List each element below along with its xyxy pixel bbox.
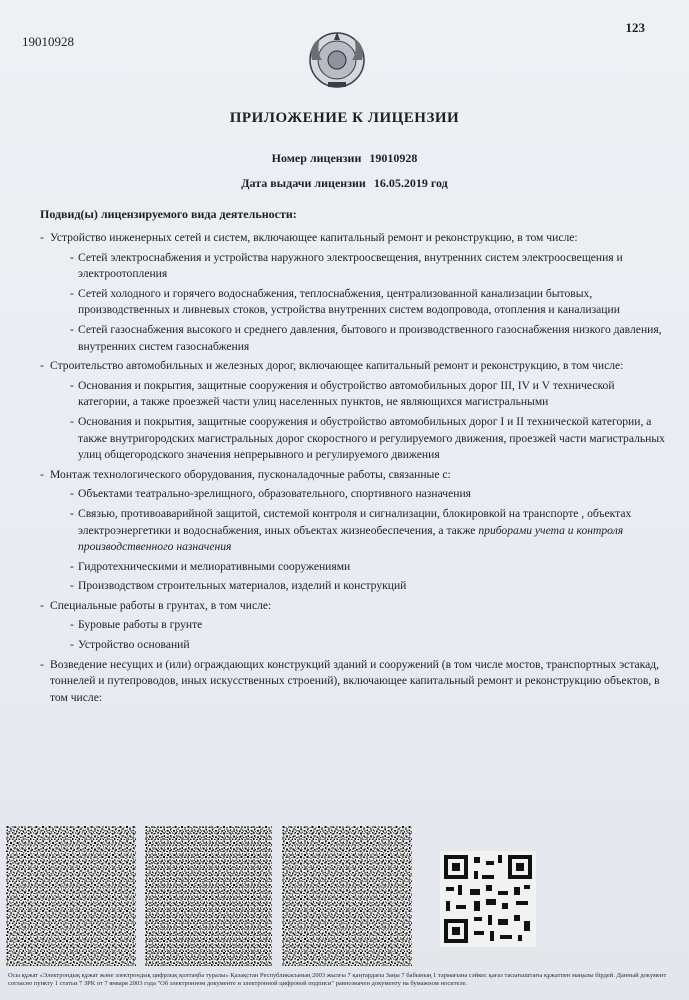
page-number: 123 bbox=[625, 20, 645, 35]
license-date bbox=[0, 176, 689, 191]
list-item: - Сетей холодного и горячего водоснабжения, теплоснабжения, централизованной канализации бытовых, производственных и ливневых стоков, устройства внутренних систем водопровода, отопления и канализации bbox=[40, 286, 665, 319]
list-item: - Производством строительных материалов, изделий и конструкций bbox=[40, 578, 665, 595]
list-group: - Возведение несущих и (или) ограждающих конструкций зданий и сооружений (в том числе мостов, транспортных эстакад, тоннелей и путепроводов, иных искусственных строений), включающее капитальный ремонт и реконструкцию объектов, в том числе: bbox=[40, 657, 665, 707]
section-heading: Подвид(ы) лицензируемого вида деятельности: bbox=[40, 207, 297, 221]
license-number-value: 19010928 bbox=[369, 151, 418, 165]
list-group: - Специальные работы в грунтах, в том числе: bbox=[40, 598, 665, 615]
license-number-label: Номер лицензии bbox=[271, 151, 362, 165]
list-item: - Буровые работы в грунте bbox=[40, 617, 665, 634]
list-item: - Основания и покрытия, защитные сооружения и обустройство автомобильных дорог I и II технической категории, а также внутригородских магистральных дорог скоростного и регулируемого движения, проезжей части магистральных улиц общегородского значения непрерывного и регулируемого движения bbox=[40, 414, 665, 464]
list-item bbox=[40, 506, 665, 556]
license-date-label: Дата выдачи лицензии bbox=[241, 176, 366, 190]
footer-legal-text: Осы құжат «Электрондық құжат және электрондық цифрлық қолтаңба туралы» Қазақстан Республикасының 2003 жылғы 7 қаңтардағы Заңы 7 бабының 1 тармағына сәйкес қағаз тасығыштағы құжатпен маңызы бірдей. Данный документ согласно пункту 1 статьи 7 ЗРК от 7 января 2003 года "Об электронном документе и электронной цифровой подписи" равнозначен документу на бумажном носителе. bbox=[8, 972, 667, 987]
activity-list bbox=[40, 227, 665, 706]
list-item: - Сетей электроснабжения и устройства наружного электроосвещения, внутренних систем электроосвещения и электроотопления bbox=[40, 250, 665, 283]
license-number bbox=[0, 151, 689, 166]
list-group: - Монтаж технологического оборудования, пусконаладочные работы, связанные с: bbox=[40, 467, 665, 484]
list-item: - Сетей газоснабжения высокого и среднего давления, бытового и производственного газоснабжения низкого давления, внутренних систем газоснабжения bbox=[40, 322, 665, 355]
list-item: - Основания и покрытия, защитные сооружения и обустройство автомобильных дорог III, IV и V технической категории, а также проезжей части улиц населенных пунктов, не являющихся магистральными bbox=[40, 378, 665, 411]
document-number: 19010928 bbox=[22, 34, 74, 49]
license-date-value: 16.05.2019 год bbox=[373, 176, 448, 190]
list-item: - Устройство оснований bbox=[40, 637, 665, 654]
handwritten-note: приборами учета и контроля производственного назначения bbox=[78, 523, 624, 554]
qr-code-icon bbox=[440, 851, 536, 947]
barcode-1-icon bbox=[6, 826, 136, 966]
barcode-2-icon bbox=[145, 826, 272, 966]
list-item: - Объектами театрально-зрелищного, образовательного, спортивного назначения bbox=[40, 486, 665, 503]
list-item-text: Связью, противоаварийной защитой, системой контроля и сигнализации, блокировкой на транспорте , объектах электроэнергетики и водоснабжения, иных объектах жизнеобеспечения, а также bbox=[78, 506, 632, 537]
list-group: - Устройство инженерных сетей и систем, включающее капитальный ремонт и реконструкцию, в том числе: bbox=[40, 230, 665, 247]
list-item: - Гидротехническими и мелиоративными сооружениями bbox=[40, 559, 665, 576]
state-emblem-icon bbox=[304, 26, 370, 92]
list-group: - Строительство автомобильных и железных дорог, включающее капитальный ремонт и реконструкцию, в том числе: bbox=[40, 358, 665, 375]
barcode-3-icon bbox=[282, 826, 412, 966]
page-title: ПРИЛОЖЕНИЕ К ЛИЦЕНЗИИ bbox=[229, 110, 460, 126]
